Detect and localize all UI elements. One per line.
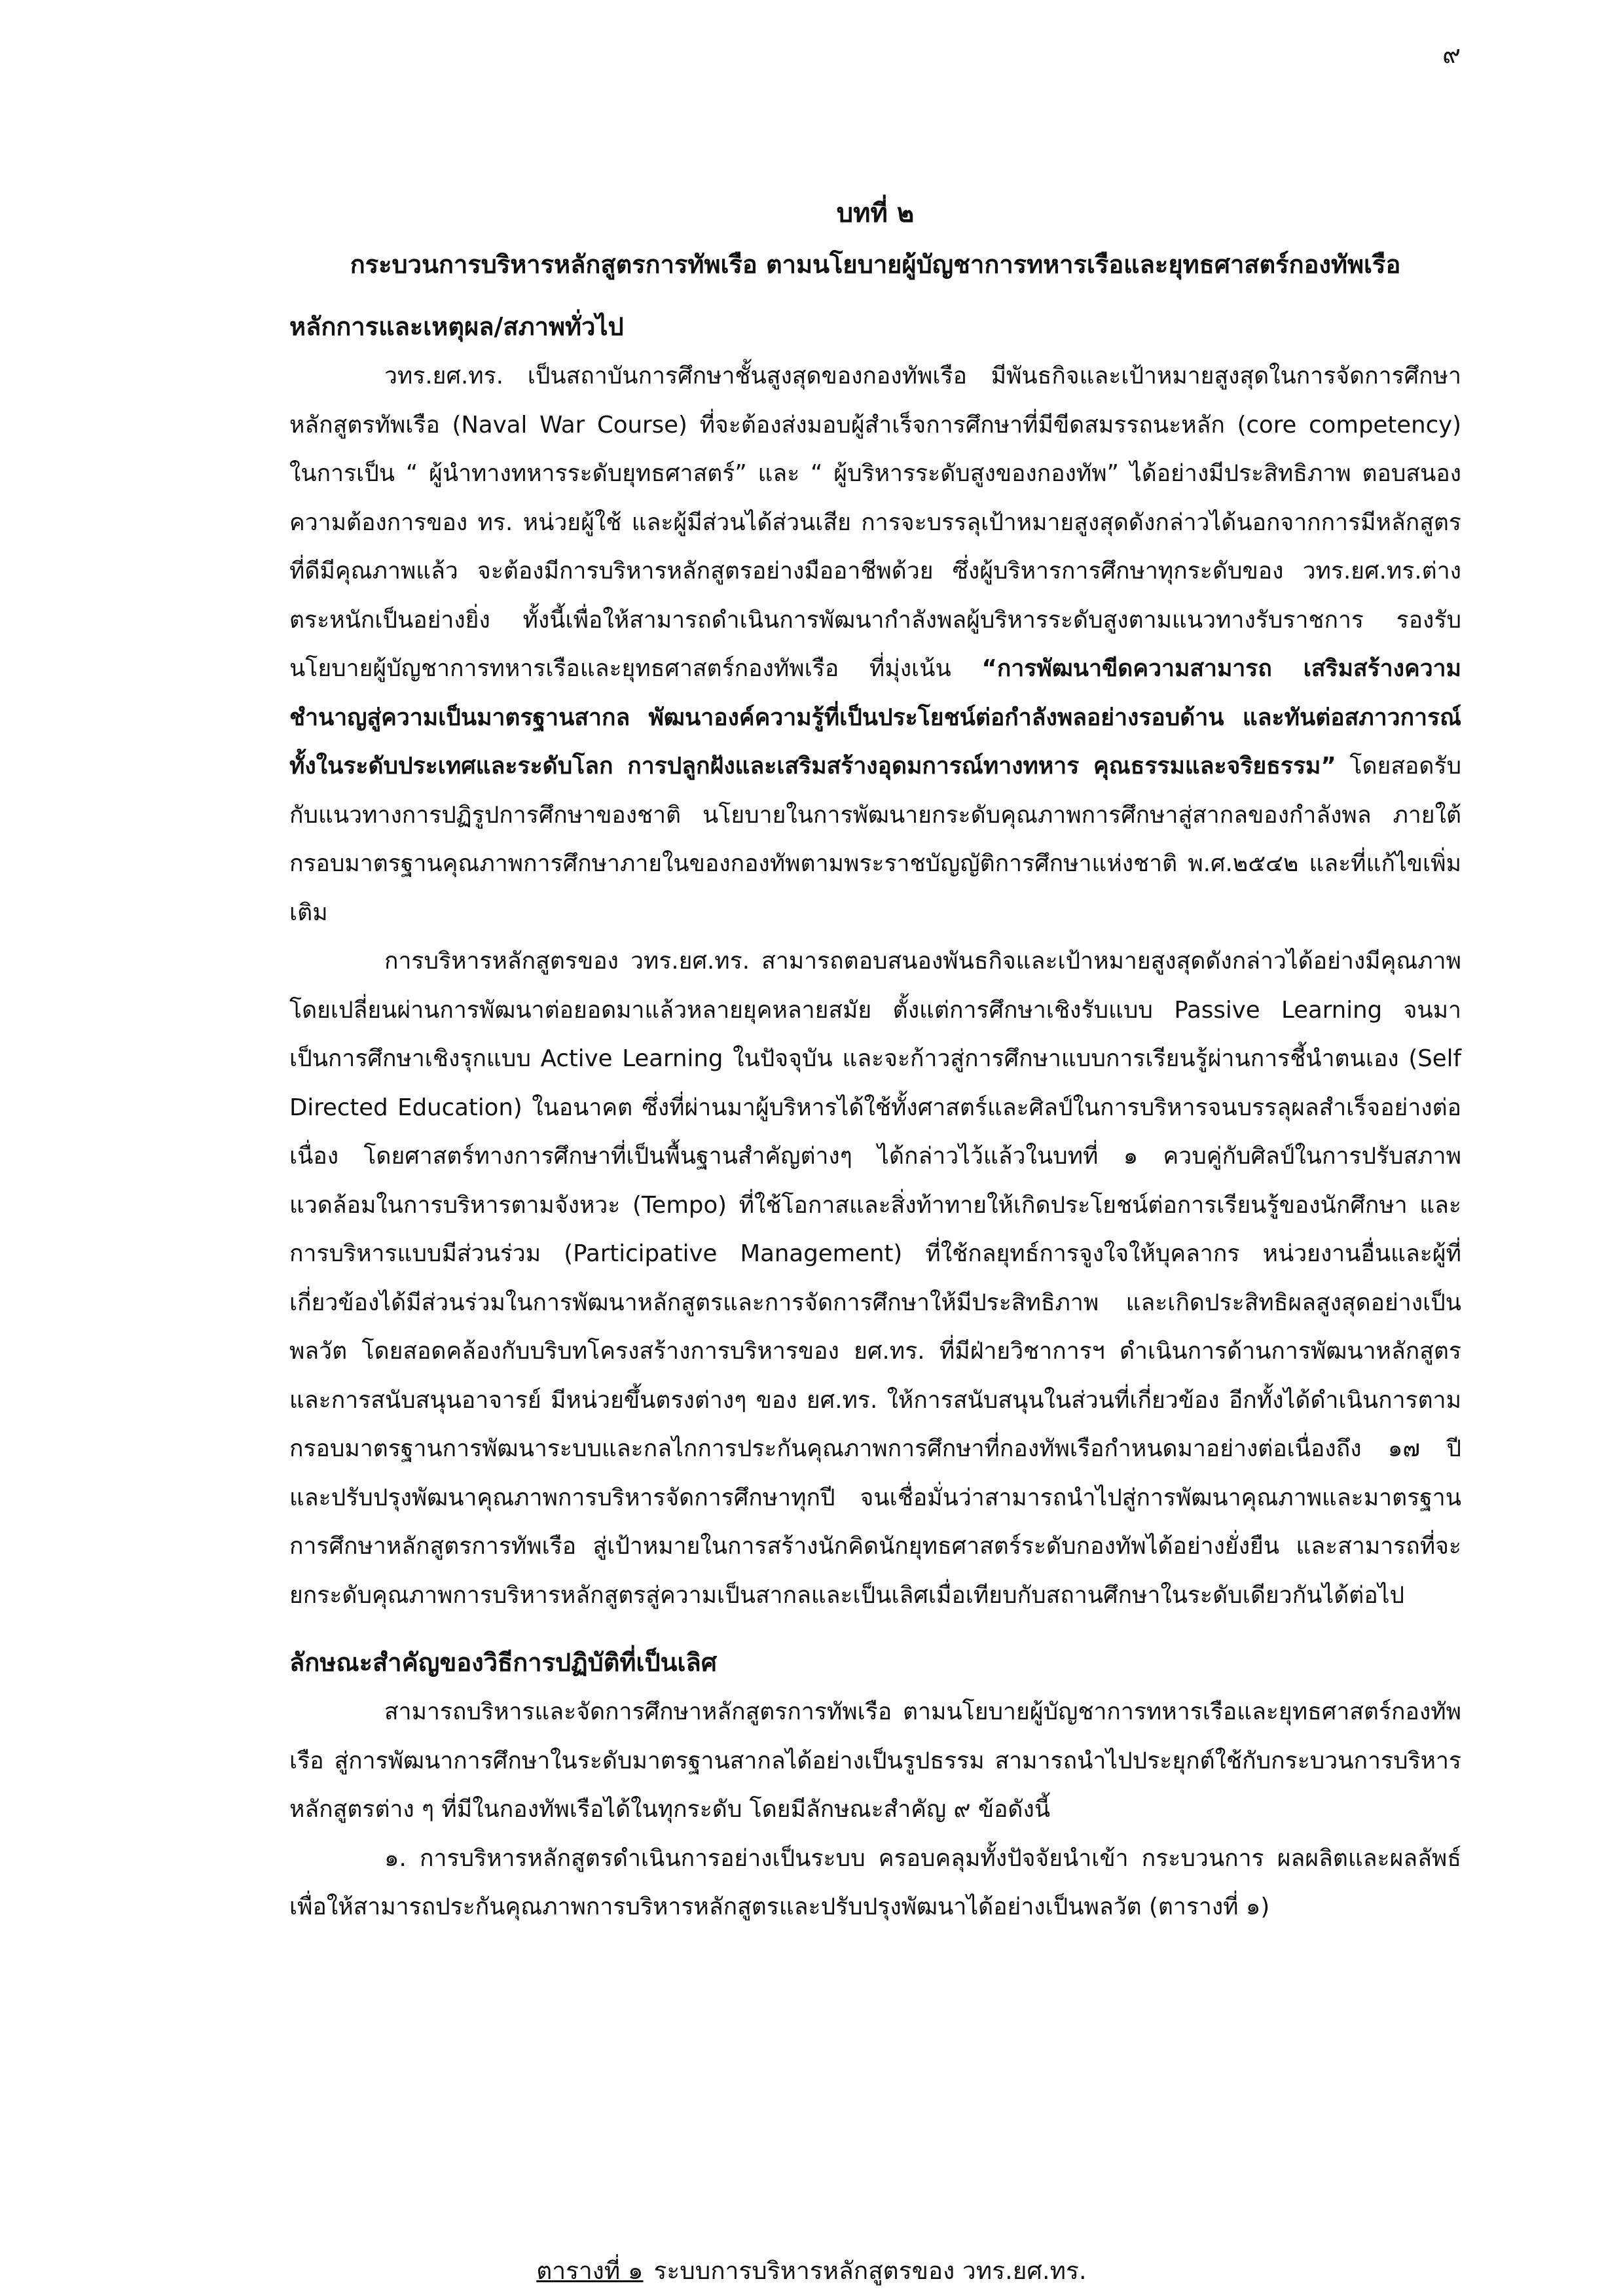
paragraph-principles-2: การบริหารหลักสูตรของ วทร.ยศ.ทร. สามารถตอบสนองพันธกิจและเป้าหมายสูงสุดดังกล่าวได้อย่างมีคุณภาพ โดยเปลี่ยนผ่านการพัฒนาต่อยอดมาแล้วหลายยุคหลายสมัย ตั้งแต่การศึกษาเชิงรับแบบ Passive Learning จนมาเป็นการศึกษาเชิงรุกแบบ Active Learning ในปัจจุบัน และจะก้าวสู่การศึกษาแบบการเรียนรู้ผ่านการชี้นำตนเอง (Self Directed Education) ในอนาคต ซึ่งที่ผ่านมาผู้บริหารได้ใช้ทั้งศาสตร์และศิลป์ในการบริหารจนบรรลุผลสำเร็จอย่างต่อเนื่อง โดยศาสตร์ทางการศึกษาที่เป็นพื้นฐานสำคัญต่างๆ ได้กล่าวไว้แล้วในบทที่ ๑ ควบคู่กับศิลป์ในการปรับสภาพแวดล้อมในการบริหารตามจังหวะ (Tempo) ที่ใช้โอกาสและสิ่งท้าทายให้เกิดประโยชน์ต่อการเรียนรู้ของนักศึกษา และการบริหารแบบมีส่วนร่วม (Participative Management) ที่ใช้กลยุทธ์การจูงใจให้บุคลากร หน่วยงานอื่นและผู้ที่เกี่ยวข้องได้มีส่วนร่วมในการพัฒนาหลักสูตรและการจัดการศึกษาให้มีประสิทธิภาพ และเกิดประสิทธิผลสูงสุดอย่างเป็นพลวัต โดยสอดคล้องกับบริบทโครงสร้างการบริหารของ ยศ.ทร. ที่มีฝ่ายวิชาการฯ ดำเนินการด้านการพัฒนาหลักสูตรและการสนับสนุนอาจารย์ มีหน่วยขึ้นตรงต่างๆ ของ ยศ.ทร. ให้การสนับสนุนในส่วนที่เกี่ยวข้อง อีกทั้งได้ดำเนินการตามกรอบมาตรฐานการพัฒนาระบบและกลไกการประกันคุณภาพการศึกษาที่กองทัพเรือกำหนดมาอย่างต่อเนื่องถึง ๑๗ ปี และปรับปรุงพัฒนาคุณภาพการบริหารจัดการศึกษาทุกปี จนเชื่อมั่นว่าสามารถนำไปสู่การพัฒนาคุณภาพและมาตรฐานการศึกษาหลักสูตรการทัพเรือ สู่เป้าหมายในการสร้างนักคิดนักยุทธศาสตร์ระดับกองทัพได้อย่างยั่งยืน และสามารถที่จะยกระดับคุณภาพการบริหารหลักสูตรสู่ความเป็นสากลและเป็นเลิศเมื่อเทียบกับสถานศึกษาในระดับเดียวกันได้ต่อไป bbox=[289, 948, 1461, 1609]
chapter-heading: บทที่ ๒ bbox=[836, 198, 915, 228]
paragraph-best-practice-1: สามารถบริหารและจัดการศึกษาหลักสูตรการทัพเรือ ตามนโยบายผู้บัญชาการทหารเรือและยุทธศาสตร์กองทัพเรือ สู่การพัฒนาการศึกษาในระดับมาตรฐานสากลได้อย่างเป็นรูปธรรม สามารถนำไปประยุกต์ใช้กับกระบวนการบริหารหลักสูตรต่าง ๆ ที่มีในกองทัพเรือได้ในทุกระดับ โดยมีลักษณะสำคัญ ๙ ข้อดังนี้ bbox=[289, 1698, 1461, 1823]
paragraph-best-practice-2: ๑. การบริหารหลักสูตรดำเนินการอย่างเป็นระบบ ครอบคลุมทั้งปัจจัยนำเข้า กระบวนการ ผลผลิตและผลลัพธ์ เพื่อให้สามารถประกันคุณภาพการบริหารหลักสูตรและปรับปรุงพัฒนาได้อย่างเป็นพลวัต (ตารางที่ ๑) bbox=[289, 1844, 1461, 1920]
document-body bbox=[289, 178, 1461, 1932]
paragraph-text: โดยสอดรับกับแนวทางการปฏิรูปการศึกษาของชาติ นโยบายในการพัฒนายกระดับคุณภาพการศึกษาสู่สากลของกำลังพล ภายใต้กรอบมาตรฐานคุณภาพการศึกษาภายในของกองทัพตามพระราชบัญญัติการศึกษาแห่งชาติ พ.ศ.๒๕๔๒ และที่แก้ไขเพิ่มเติม bbox=[289, 753, 1461, 926]
section-heading-best-practice: ลักษณะสำคัญของวิธีการปฏิบัติที่เป็นเลิศ bbox=[289, 1648, 717, 1677]
paragraph-text: วทร.ยศ.ทร. เป็นสถาบันการศึกษาชั้นสูงสุดของกองทัพเรือ มีพันธกิจและเป้าหมายสูงสุดในการจัดการศึกษาหลักสูตรทัพเรือ (Naval War Course) ที่จะต้องส่งมอบผู้สำเร็จการศึกษาที่มีขีดสมรรถนะหลัก (core competency) ในการเป็น “ ผู้นำทางทหารระดับยุทธศาสตร์” และ “ ผู้บริหารระดับสูงของกองทัพ” ได้อย่างมีประสิทธิภาพ ตอบสนองความต้องการของ ทร. หน่วยผู้ใช้ และผู้มีส่วนได้ส่วนเสีย การจะบรรลุเป้าหมายสูงสุดดังกล่าวได้นอกจากการมีหลักสูตรที่ดีมีคุณภาพแล้ว จะต้องมีการบริหารหลักสูตรอย่างมืออาชีพด้วย ซึ่งผู้บริหารการศึกษาทุกระดับของ วทร.ยศ.ทร.ต่างตระหนักเป็นอย่างยิ่ง ทั้งนี้เพื่อให้สามารถดำเนินการพัฒนากำลังพลผู้บริหารระดับสูงตามแนวทางรับราชการ รองรับนโยบายผู้บัญชาการทหารเรือและยุทธศาสตร์กองทัพเรือ ที่มุ่งเน้น bbox=[289, 363, 1461, 682]
table-caption-label: ตารางที่ ๑ bbox=[536, 2257, 644, 2285]
policy-quote: “การพัฒนาขีดความสามารถ เสริมสร้างความชำนาญสู่ความเป็นมาตรฐานสากล พัฒนาองค์ความรู้ที่เป็นประโยชน์ต่อกำลังพลอย่างรอบด้าน และทันต่อสภาวการณ์ทั้งในระดับประเทศและระดับโลก การปลูกฝังและเสริมสร้างอุดมการณ์ทางทหาร คุณธรรมและจริยธรรม” bbox=[289, 655, 1461, 780]
table-caption-text: ระบบการบริหารหลักสูตรของ วทร.ยศ.ทร. bbox=[653, 2257, 1087, 2285]
table-caption bbox=[0, 2251, 1623, 2290]
section-heading-principles: หลักการและเหตุผล/สภาพทั่วไป bbox=[289, 312, 624, 341]
paragraph-principles-1 bbox=[289, 352, 1461, 937]
chapter-title: กระบวนการบริหารหลักสูตรการทัพเรือ ตามนโยบายผู้บัญชาการทหารเรือและยุทธศาสตร์กองทัพเรือ bbox=[350, 250, 1401, 279]
page-number: ๙ bbox=[1442, 40, 1461, 69]
